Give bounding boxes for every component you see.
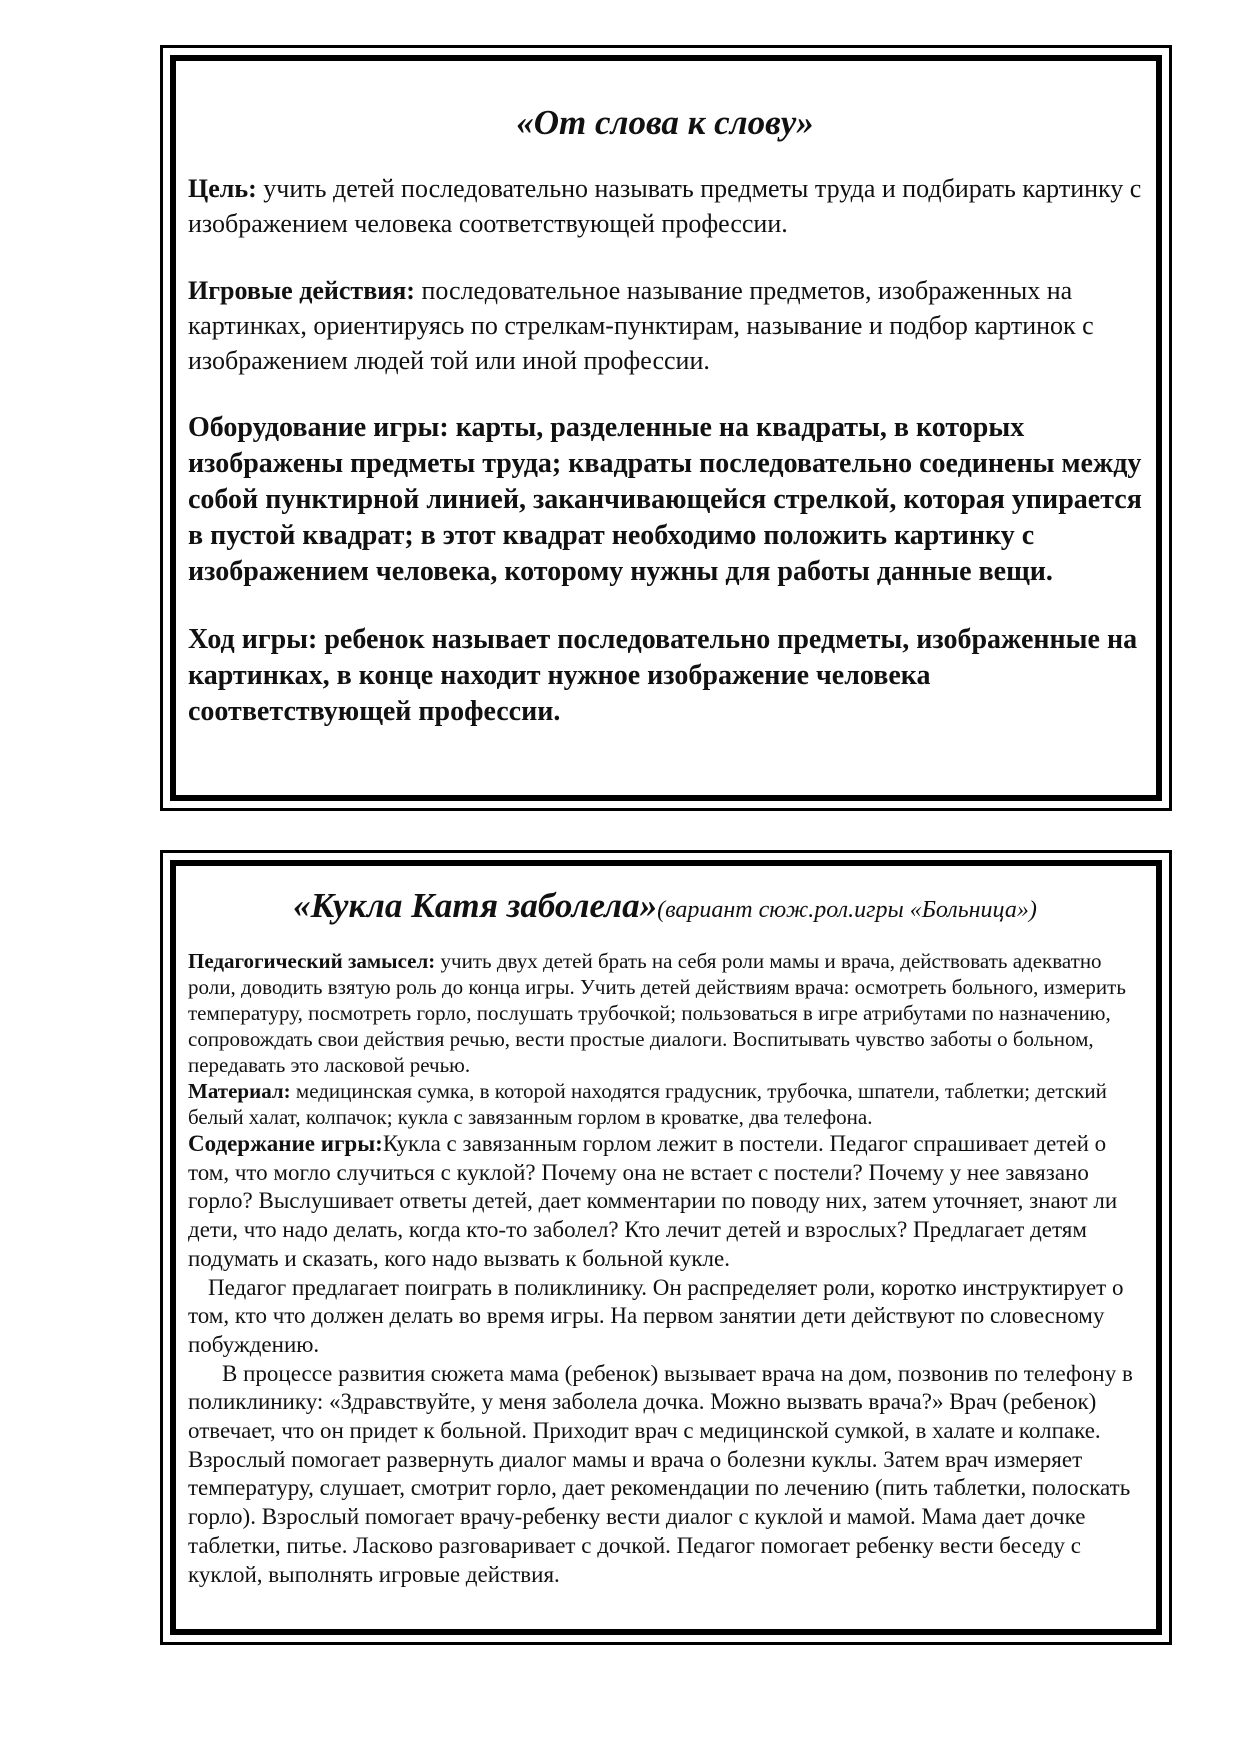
content-label: Содержание игры: (188, 1131, 383, 1156)
content-paragraph-3: В процессе развития сюжета мама (ребенок) вызывает врача на дом, позвонив по телефону в поликлинику: «Здравствуйте, у меня заболела дочка. Можно вызвать врача?» Врач (ребенок) отвечает, что он придет к больной. Приходит врач с медицинской сумкой, в халате и колпаке. Взрослый помогает развернуть диалог мамы и врача о болезни куклы. Затем врач измеряет температуру, слушает, смотрит горло, дает рекомендации по лечению (пить таблетки, полоскать горло). Взрослый помогает врачу-ребенку вести диалог с куклой и мамой. Мама дает дочке таблетки, питье. Ласково разговаривает с дочкой. Педагог помогает ребенку вести беседу с куклой, выполнять игровые действия. (188, 1360, 1133, 1587)
game-card-from-word-to-word (160, 45, 1172, 811)
course-paragraph (188, 622, 1142, 730)
card-title-row (188, 886, 1142, 926)
goal-text: учить детей последовательно называть предметы труда и подбирать картинку с изображением человека соответствующей профессии. (188, 174, 1142, 238)
actions-label: Игровые действия: (188, 276, 415, 305)
actions-text: последовательное называние предметов, изображенных на картинках, ориентируясь по стрелкам-пунктирам, называние и подбор картинок с изображением людей той или иной профессии. (188, 276, 1094, 375)
material-label: Материал: (188, 1079, 291, 1103)
equipment-paragraph (188, 410, 1142, 590)
card-title: «От слова к слову» (516, 103, 814, 142)
content-text: Кукла с завязанным горлом лежит в постели. Педагог спрашивает детей о том, что могло случиться с куклой? Почему она не встает с постели? Почему у нее завязано горло? Выслушивает ответы детей, дает комментарии по поводу них, затем уточняет, знают ли дети, что надо делать, когда кто-то заболел? Кто лечит детей и взрослых? Предлагает детям подумать и сказать, кого надо вызвать к больной кукле. (188, 1131, 1118, 1271)
course-label: Ход игры: (188, 624, 318, 655)
goal-label: Цель: (188, 174, 257, 203)
actions-paragraph (188, 273, 1142, 378)
intent-text: учить двух детей брать на себя роли мамы и врача, действовать адекватно роли, доводить взятую роль до конца игры. Учить детей действиям врача: осмотреть больного, измерить температуру, посмотреть горло, послушать трубочкой; пользоваться в игре атрибутами по назначению, сопровождать свои действия речью, вести простые диалоги. Воспитывать чувство заботы о больном, передавать это ласковой речью. (188, 949, 1126, 1077)
card-subtitle: (вариант сюж.рол.игры «Больница») (657, 897, 1037, 923)
card-inner-frame (170, 860, 1162, 1635)
content-paragraph (188, 1130, 1142, 1274)
intent-label: Педагогический замысел: (188, 949, 436, 973)
material-text: медицинская сумка, в которой находятся градусник, трубочка, шпатели, таблетки; детский белый халат, колпачок; кукла с завязанным горлом в кроватке, два телефона. (188, 1079, 1107, 1129)
course-text: ребенок называет последовательно предметы, изображенные на картинках, в конце находит нужное изображение человека соответствующей профессии. (188, 624, 1138, 727)
intent-paragraph (188, 948, 1142, 1078)
card-inner-frame (170, 55, 1162, 801)
game-card-doll-katya (160, 850, 1172, 1645)
equipment-text: карты, разделенные на квадраты, в которых изображены предметы труда; квадраты последовательно соединены между собой пунктирной линией, заканчивающейся стрелкой, которая упирается в пустой квадрат; в этот квадрат необходимо положить картинку с изображением человека, которому нужны для работы данные вещи. (188, 412, 1142, 587)
material-paragraph (188, 1078, 1142, 1130)
goal-paragraph (188, 171, 1142, 241)
card-title: «Кукла Катя заболела» (293, 886, 658, 925)
content-paragraph-2: Педагог предлагает поиграть в поликлинику. Он распределяет роли, коротко инструктирует о том, кто что должен делать во время игры. На первом занятии дети действуют по словесному побуждению. (188, 1274, 1124, 1357)
equipment-label: Оборудование игры: (188, 412, 449, 443)
